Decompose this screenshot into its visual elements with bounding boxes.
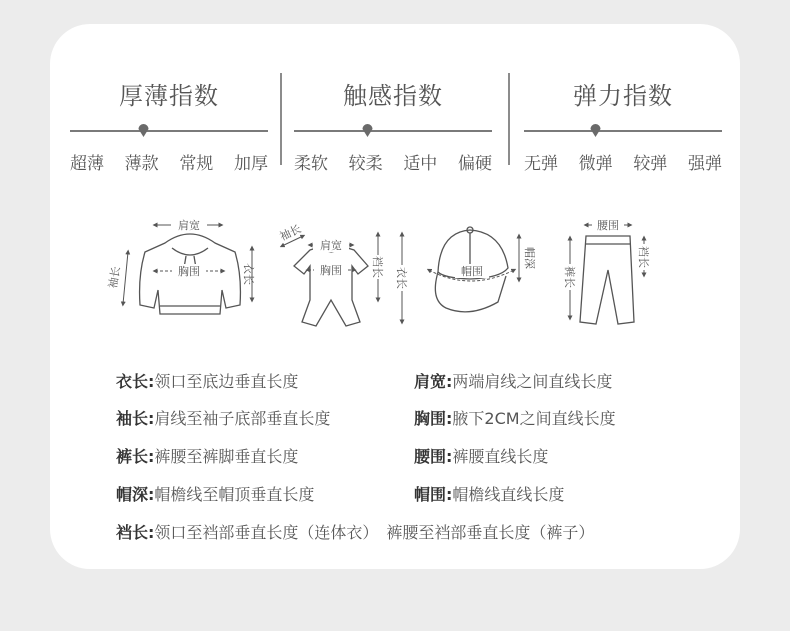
definition-value: 裤腰直线长度	[452, 447, 549, 466]
definition-row	[116, 406, 330, 429]
definition-key: 帽深:	[116, 485, 155, 504]
option-label: 加厚	[233, 154, 268, 174]
definition-row	[414, 482, 564, 505]
definition-row	[116, 444, 298, 467]
definition-value: 领口至底边垂直长度	[154, 372, 299, 391]
option-label: 常规	[179, 154, 214, 174]
romper-chest-label: 胸围	[320, 264, 342, 277]
definition-key: 裆长:	[116, 523, 155, 542]
definition-value: 肩线至袖子底部垂直长度	[154, 409, 331, 428]
definition-row	[414, 444, 548, 467]
definition-key: 腰围:	[414, 447, 453, 466]
definition-key: 胸围:	[414, 409, 453, 428]
hoodie-sleeve-label: 袖长	[106, 265, 123, 290]
definition-key: 裤长:	[116, 447, 155, 466]
pants-icon	[580, 236, 634, 324]
option-label: 微弹	[578, 154, 613, 174]
definition-value: 领口至裆部垂直长度（连体衣） 裤腰至裆部垂直长度（裤子）	[154, 523, 595, 542]
definition-value: 腋下2CM之间直线长度	[452, 409, 616, 428]
cap-depth-label: 帽深	[523, 247, 536, 269]
definition-value: 帽檐线直线长度	[452, 485, 565, 504]
definition-row	[116, 520, 594, 543]
definition-value: 帽檐线至帽顶垂直长度	[154, 485, 315, 504]
option-label: 超薄	[70, 154, 104, 174]
pants-waist-label: 腰围	[597, 219, 619, 232]
option-label: 柔软	[294, 154, 328, 174]
romper-length-label: 衣长	[395, 267, 408, 289]
romper-icon	[294, 246, 368, 326]
definition-value: 两端肩线之间直线长度	[452, 372, 613, 391]
index-title: 触感指数	[343, 82, 443, 110]
cap-circumference-label: 帽围	[461, 265, 483, 278]
definition-row	[414, 406, 616, 429]
option-label: 较柔	[348, 154, 383, 174]
hoodie-chest-label: 胸围	[178, 265, 200, 278]
definition-row	[116, 482, 314, 505]
romper-shoulder-label: 肩宽	[320, 239, 342, 252]
definition-key: 帽围:	[414, 485, 453, 504]
pants-crotch-label: 裆长	[637, 246, 650, 268]
definition-key: 衣长:	[116, 372, 155, 391]
option-label: 偏硬	[457, 154, 492, 174]
hoodie-shoulder-label: 肩宽	[178, 219, 200, 232]
option-label: 较弹	[633, 154, 668, 174]
definition-key: 肩宽:	[414, 372, 453, 391]
romper-crotch-label: 裆长	[371, 256, 384, 278]
definition-value: 裤腰至裤脚垂直长度	[154, 447, 299, 466]
option-label: 适中	[403, 154, 438, 174]
index-title: 厚薄指数	[119, 82, 219, 110]
option-label: 无弹	[524, 154, 558, 174]
definition-row	[116, 369, 298, 392]
option-label: 薄款	[124, 154, 159, 174]
definition-key: 袖长:	[116, 409, 155, 428]
definition-row	[414, 369, 612, 392]
pants-length-label: 裤长	[563, 266, 576, 288]
hoodie-length-label: 衣长	[242, 263, 255, 285]
index-title: 弹力指数	[573, 82, 673, 110]
romper-sleeve-label: 袖长	[277, 222, 304, 244]
option-label: 强弹	[687, 154, 722, 174]
